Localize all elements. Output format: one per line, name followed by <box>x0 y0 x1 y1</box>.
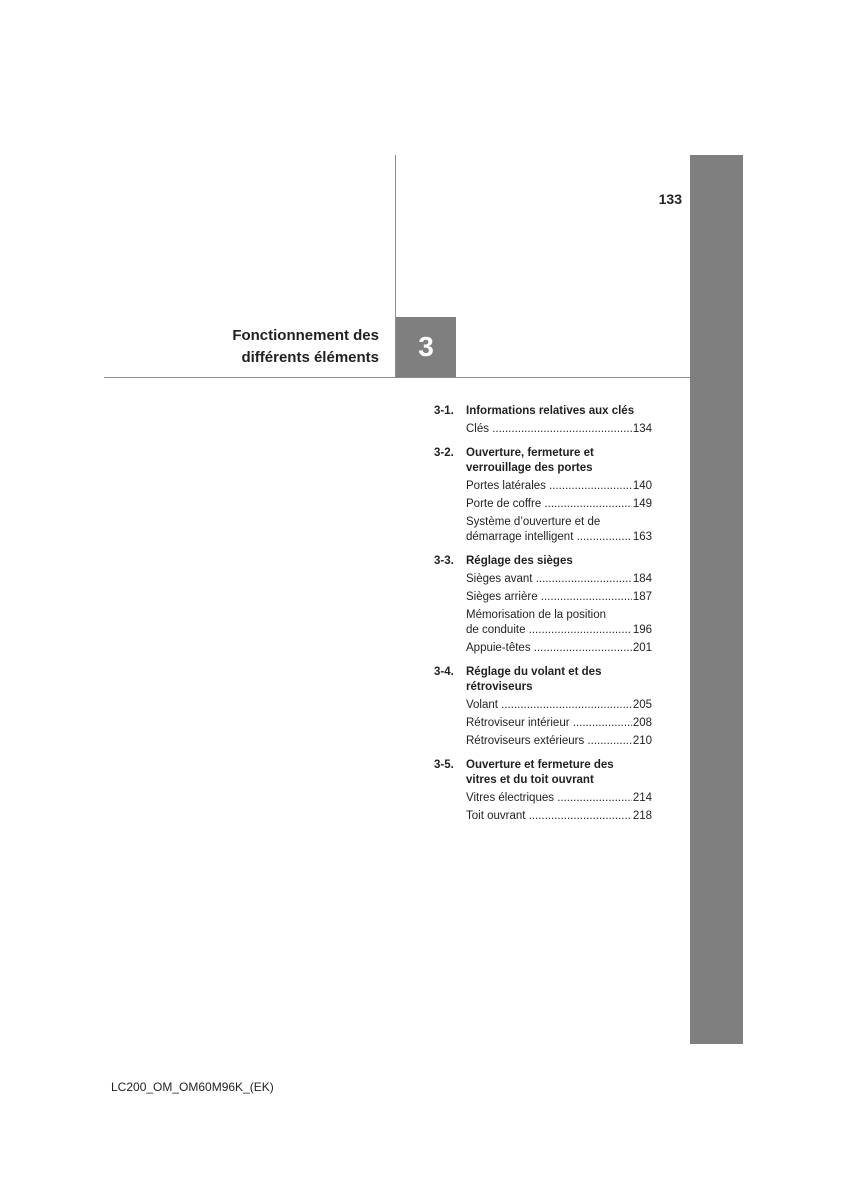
toc-entry-label-line[interactable]: Clés ..... <box>466 423 632 435</box>
toc-section-body <box>466 446 652 548</box>
toc-section-number: 3-2. <box>434 447 454 459</box>
toc-entry-label-line[interactable]: de conduite ..... <box>466 624 632 636</box>
toc-entry-page[interactable]: 210 <box>632 735 652 747</box>
toc-entry-label[interactable] <box>466 716 632 731</box>
toc-entry-label[interactable] <box>466 590 632 605</box>
toc-section <box>434 404 652 440</box>
toc-section-title <box>466 665 652 695</box>
side-thumb-tab <box>690 155 743 1044</box>
toc-section <box>434 758 652 827</box>
toc-entry[interactable] <box>466 515 652 545</box>
toc-section-body <box>466 404 652 440</box>
toc-entry-label[interactable] <box>466 641 632 656</box>
toc-entry-page[interactable]: 196 <box>632 624 652 636</box>
toc-entry-label[interactable] <box>466 791 632 806</box>
toc-entry-label-line[interactable]: Toit ouvrant ..... <box>466 810 632 822</box>
toc-entry-page[interactable]: 208 <box>632 717 652 729</box>
toc-entry[interactable] <box>466 641 652 656</box>
toc-section-title-line: Informations relatives aux clés <box>466 405 635 417</box>
toc-entry[interactable] <box>466 791 652 806</box>
toc-entry[interactable] <box>466 479 652 494</box>
toc-entry[interactable] <box>466 809 652 824</box>
toc-entry-label[interactable] <box>466 515 632 545</box>
toc-section-title <box>466 446 652 476</box>
toc-entry-label[interactable] <box>466 422 632 437</box>
toc-entry[interactable] <box>466 497 652 512</box>
chapter-title <box>150 325 379 369</box>
toc-section-title-line: verrouillage des portes <box>466 462 593 474</box>
toc-section-body <box>466 665 652 752</box>
toc-section-number: 3-4. <box>434 666 454 678</box>
toc-section-title-line: vitres et du toit ouvrant <box>466 774 594 786</box>
toc-entry[interactable] <box>466 422 652 437</box>
toc-entry-label-line[interactable]: Rétroviseurs extérieurs ..... <box>466 735 632 747</box>
toc-entry-page[interactable]: 140 <box>632 480 652 492</box>
toc-entry-page[interactable]: 134 <box>632 423 652 435</box>
toc-entry-label-line[interactable]: Porte de coffre ..... <box>466 498 632 510</box>
toc-entry[interactable] <box>466 716 652 731</box>
table-of-contents <box>434 404 652 827</box>
toc-entry-label[interactable] <box>466 479 632 494</box>
toc-entry-label-line[interactable]: Système d’ouverture et de <box>466 516 601 528</box>
toc-entry-label-line[interactable]: Rétroviseur intérieur ..... <box>466 717 632 729</box>
toc-entry-label[interactable] <box>466 809 632 824</box>
toc-section-title-line: Réglage des sièges <box>466 555 573 567</box>
toc-section <box>434 446 652 548</box>
toc-section-body <box>466 554 652 659</box>
toc-entry-label-line[interactable]: Mémorisation de la position <box>466 609 606 621</box>
toc-entry-label-line[interactable]: Sièges arrière ..... <box>466 591 632 603</box>
toc-entry-page[interactable]: 205 <box>632 699 652 711</box>
chapter-number-badge: 3 <box>396 317 456 377</box>
horizontal-rule <box>104 377 690 378</box>
toc-entry-label-line[interactable]: Vitres électriques ..... <box>466 792 632 804</box>
toc-entry-label-line[interactable]: Appuie-têtes ..... <box>466 642 632 654</box>
toc-section-title-line: Ouverture, fermeture et <box>466 447 594 459</box>
toc-entry-page[interactable]: 149 <box>632 498 652 510</box>
toc-entry-label-line[interactable]: Portes latérales ..... <box>466 480 632 492</box>
toc-entry-label-line[interactable]: Sièges avant ..... <box>466 573 632 585</box>
toc-entry-label[interactable] <box>466 734 632 749</box>
toc-entry[interactable] <box>466 734 652 749</box>
toc-entry-page[interactable]: 218 <box>632 810 652 822</box>
toc-section-title <box>466 554 652 569</box>
toc-section <box>434 554 652 659</box>
toc-section-title-line: Réglage du volant et des <box>466 666 602 678</box>
toc-section-body <box>466 758 652 827</box>
toc-entry-label[interactable] <box>466 608 632 638</box>
toc-entry-page[interactable]: 184 <box>632 573 652 585</box>
chapter-title-line-2: différents éléments <box>241 349 379 366</box>
toc-entry[interactable] <box>466 698 652 713</box>
toc-entry-page[interactable]: 214 <box>632 792 652 804</box>
toc-entry-label[interactable] <box>466 572 632 587</box>
toc-entry-label[interactable] <box>466 497 632 512</box>
toc-section-number: 3-1. <box>434 405 454 417</box>
page-number: 133 <box>658 191 682 207</box>
toc-section-number: 3-3. <box>434 555 454 567</box>
toc-section-title-line: Ouverture et fermeture des <box>466 759 614 771</box>
toc-entry[interactable] <box>466 572 652 587</box>
toc-entry-page[interactable]: 187 <box>632 591 652 603</box>
toc-entry[interactable] <box>466 590 652 605</box>
toc-entry-page[interactable]: 163 <box>632 531 652 543</box>
chapter-title-line-1: Fonctionnement des <box>232 327 379 344</box>
toc-entry-label[interactable] <box>466 698 632 713</box>
toc-section-number: 3-5. <box>434 759 454 771</box>
toc-entry[interactable] <box>466 608 652 638</box>
document-code-footer: LC200_OM_OM60M96K_(EK) <box>111 1080 274 1094</box>
toc-section-title-line: rétroviseurs <box>466 681 533 693</box>
toc-entry-label-line[interactable]: Volant ..... <box>466 699 632 711</box>
toc-section <box>434 665 652 752</box>
toc-entry-label-line[interactable]: démarrage intelligent ..... <box>466 531 632 543</box>
toc-section-title <box>466 404 652 419</box>
toc-entry-page[interactable]: 201 <box>632 642 652 654</box>
toc-section-title <box>466 758 652 788</box>
